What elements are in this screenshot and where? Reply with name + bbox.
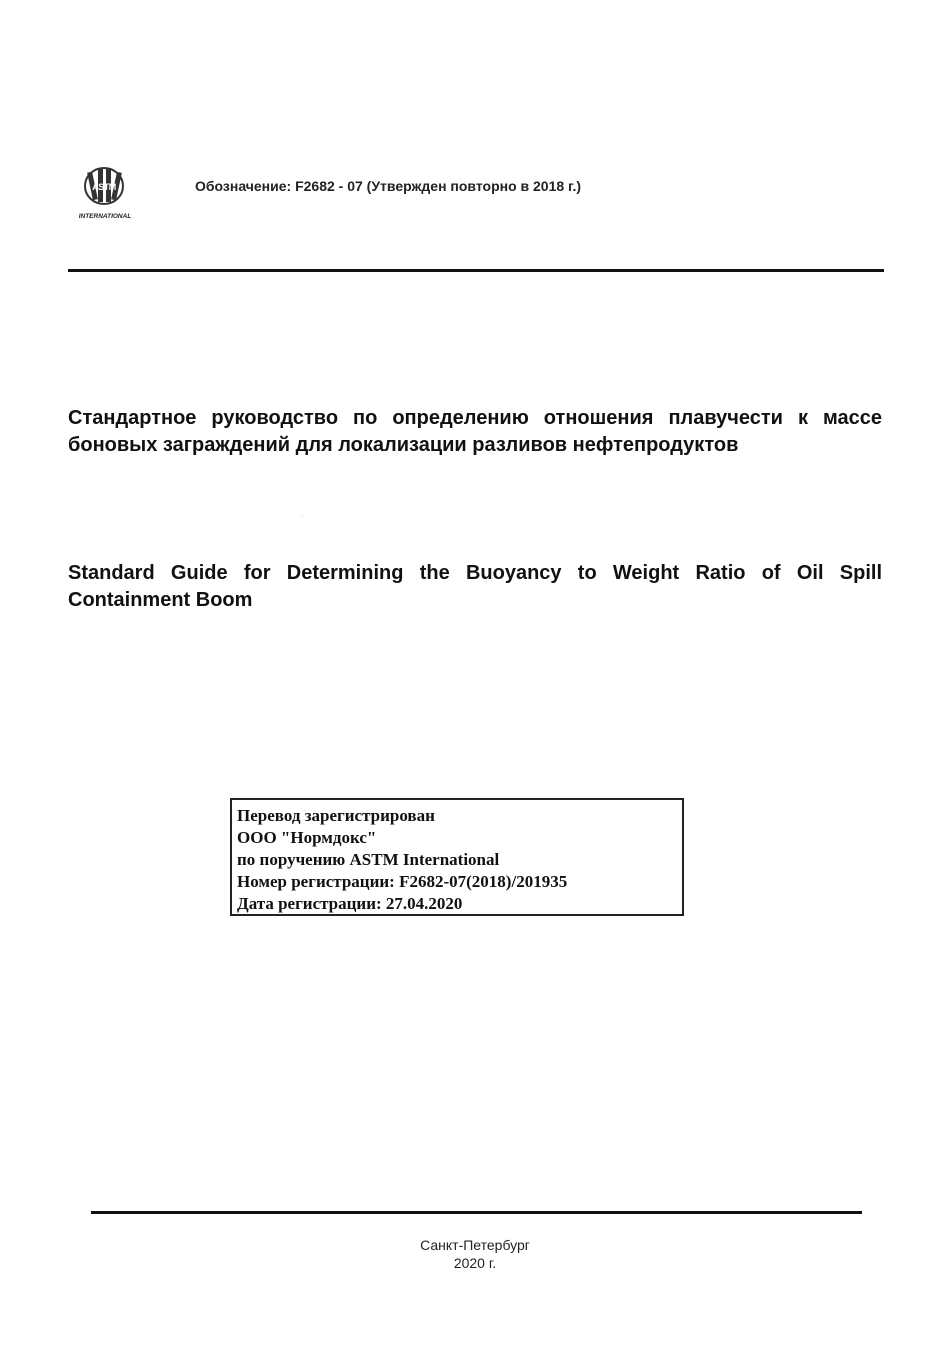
tiny-mark: - [301, 513, 303, 519]
footer [0, 1236, 950, 1272]
astm-logo [78, 164, 132, 222]
designation: Обозначение: F2682 - 07 (Утвержден повторно в 2018 г.) [195, 178, 582, 194]
footer-city: Санкт-Петербург [420, 1237, 530, 1253]
title-russian: Стандартное руководство по определению отношения плавучести к массе боновых заграждений для локализации разливов нефтепродуктов [68, 407, 882, 456]
top-divider [68, 269, 884, 272]
logo-subtext: INTERNATIONAL [78, 213, 132, 220]
registration-company: ООО "Нормдокс" [237, 828, 377, 847]
bottom-divider [91, 1211, 862, 1214]
registration-line: по поручению ASTM International [237, 850, 500, 869]
registration-box [230, 798, 684, 916]
registration-date: Дата регистрации: 27.04.2020 [237, 894, 463, 913]
title-english: Standard Guide for Determining the Buoyancy to Weight Ratio of Oil Spill Containment Boom [68, 562, 882, 611]
logo-text: ASTM [92, 182, 116, 192]
registration-line: Перевод зарегистрирован [237, 806, 435, 825]
footer-year: 2020 г. [453, 1255, 497, 1271]
registration-number: Номер регистрации: F2682-07(2018)/201935 [237, 872, 568, 891]
